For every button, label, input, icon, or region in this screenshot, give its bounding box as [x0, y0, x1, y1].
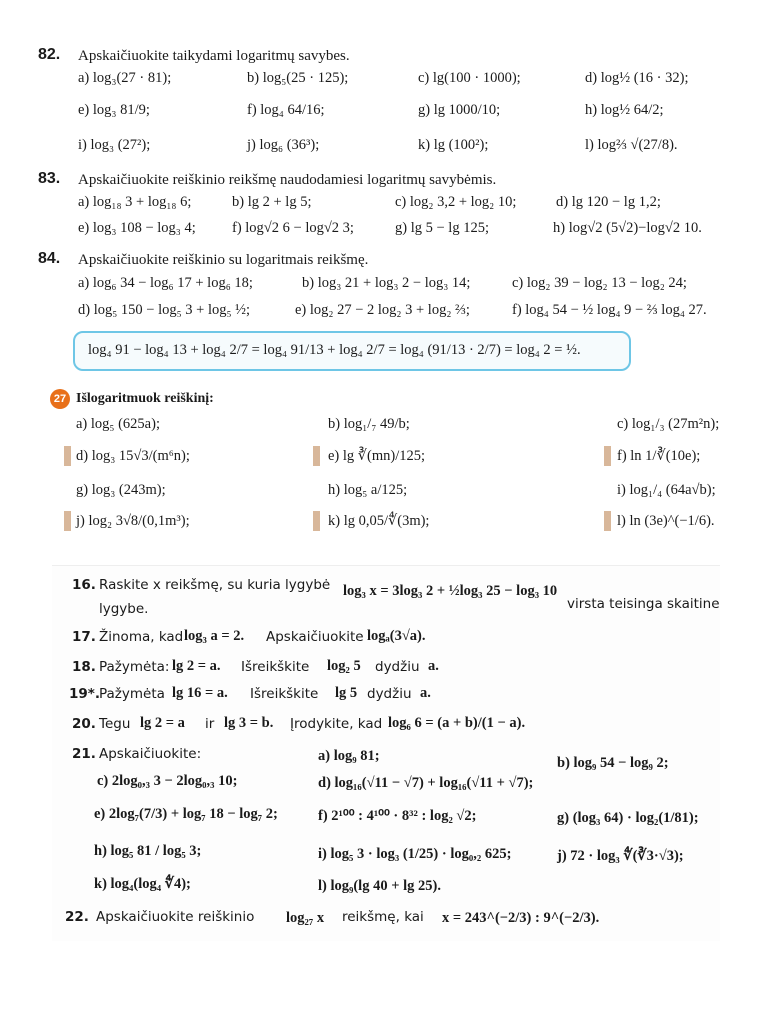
task-21-item-c: c) 2log₀,₃ 3 − 2log₀,₃ 10; — [97, 773, 238, 789]
highlight-bar — [64, 446, 71, 466]
exercise-27-item-d: d) log₃ 15√3/(m⁶n); — [76, 448, 190, 464]
highlight-bar — [604, 511, 611, 531]
problem-83-item-a: a) log₁₈ 3 + log₁₈ 6; — [78, 194, 192, 210]
task-16-number: 16. — [72, 577, 96, 593]
task-16-text: Raskite x reikšmę, su kuria lygybė — [99, 577, 331, 593]
task-21-item-d: d) log₁₆(√11 − √7) + log₁₆(√11 + √7); — [318, 775, 534, 791]
problem-84-item-e: e) log₂ 27 − 2 log₂ 3 + log₂ ⅔; — [295, 302, 470, 318]
task-19-text: Pažymėta — [99, 686, 165, 702]
task-18-number: 18. — [72, 659, 96, 675]
exercise-27-item-l: l) ln (3e)^(−1/6). — [617, 513, 715, 529]
task-20-text-3: Įrodykite, kad — [290, 716, 383, 732]
exercise-27-heading: Išlogaritmuok reiškinį: — [76, 391, 214, 406]
problem-82-item-a: a) log₃(27 · 81); — [78, 70, 172, 86]
task-20-math-3: log₆ 6 = (a + b)/(1 − a). — [388, 715, 526, 731]
task-19-text-2: Išreikškite — [250, 686, 319, 702]
exercise-27-item-f: f) ln 1/∛(10e); — [617, 448, 701, 464]
problem-83-item-g: g) lg 5 − lg 125; — [395, 220, 489, 236]
problem-84-item-b: b) log₃ 21 + log₃ 2 − log₃ 14; — [302, 275, 471, 291]
problem-84-heading: Apskaičiuokite reiškinio su logaritmais reikšmę. — [78, 252, 369, 268]
task-21-item-l: l) log₉(lg 40 + lg 25). — [318, 878, 441, 894]
problem-83-item-c: c) log₂ 3,2 + log₂ 10; — [395, 194, 517, 210]
task-16-equation: log₃ x = 3log₃ 2 + ½log₃ 25 − log₃ 10 — [343, 583, 558, 599]
problem-84-item-f: f) log₄ 54 − ½ log₄ 9 − ⅔ log₄ 27. — [512, 302, 707, 318]
exercise-27-item-j: j) log₂ 3√8/(0,1m³); — [76, 513, 190, 529]
problem-83-heading: Apskaičiuokite reiškinio reikšmę naudodamiesi logaritmų savybėmis. — [78, 172, 497, 188]
problem-82-item-b: b) log₅(25 · 125); — [247, 70, 349, 86]
task-18-math-1: lg 2 = a. — [172, 658, 221, 674]
highlight-bar — [313, 446, 320, 466]
task-21-item-f: f) 2¹⁰⁰ : 4¹⁰⁰ · 8³² : log₂ √2; — [318, 808, 477, 824]
exercise-27-item-k: k) lg 0,05/∜(3m); — [328, 513, 430, 529]
problem-82-item-f: f) log₄ 64/16; — [247, 102, 325, 118]
example-box-text: log₄ 91 − log₄ 13 + log₄ 2/7 = log₄ 91/13 + log₄ 2/7 = log₄ (91/13 · 2/7) = log₄ 2 = ½. — [88, 342, 581, 358]
task-20-math-2: lg 3 = b. — [224, 715, 274, 731]
problem-82-item-g: g) lg 1000/10; — [418, 102, 501, 118]
task-19-number: 19*. — [69, 686, 100, 702]
problem-82-item-c: c) lg(100 · 1000); — [418, 70, 521, 86]
highlight-bar — [604, 446, 611, 466]
exercise-27-item-b: b) log₁/₇ 49/b; — [328, 416, 410, 432]
problem-84-item-a: a) log₆ 34 − log₆ 17 + log₆ 18; — [78, 275, 253, 291]
task-22-text: Apskaičiuokite reiškinio — [96, 909, 255, 925]
task-20-text-2: ir — [205, 716, 215, 732]
problem-83-item-d: d) lg 120 − lg 1,2; — [556, 194, 661, 210]
task-21-item-e: e) 2log₇(7/3) + log₇ 18 − log₇ 2; — [94, 806, 278, 822]
problem-82-item-j: j) log₆ (36³); — [247, 137, 320, 153]
task-21-item-i: i) log₅ 3 · log₃ (1/25) · log₀,₂ 625; — [318, 846, 512, 862]
task-20-math-1: lg 2 = a — [140, 715, 185, 731]
exercise-27-item-c: c) log₁/₃ (27m²n); — [617, 416, 720, 432]
task-22-text-2: reikšmę, kai — [342, 909, 424, 925]
task-21-item-h: h) log₅ 81 / log₅ 3; — [94, 843, 202, 859]
task-21-number: 21. — [72, 746, 96, 762]
exercise-27-item-h: h) log₅ a/125; — [328, 482, 408, 498]
problem-83-item-h: h) log√2 (5√2)−log√2 10. — [553, 220, 702, 236]
task-19-math-3: a. — [420, 685, 431, 701]
exercise-27-item-i: i) log₁/₄ (64a√b); — [617, 482, 716, 498]
problem-82-item-k: k) lg (100²); — [418, 137, 489, 153]
task-21-text: Apskaičiuokite: — [99, 746, 202, 762]
highlight-bar — [64, 511, 71, 531]
exercise-27-item-g: g) log₃ (243m); — [76, 482, 166, 498]
task-17-text-2: Apskaičiuokite — [266, 629, 364, 645]
problem-83-number: 83. — [38, 170, 61, 187]
task-21-item-j: j) 72 · log₃ ∜(∛3·√3); — [557, 848, 684, 864]
task-21-item-k: k) log₄(log₄ ∜4); — [94, 876, 191, 892]
task-17-math-2: logₐ(3√a). — [367, 628, 426, 644]
task-19-math-2: lg 5 — [335, 685, 358, 701]
problem-83-item-b: b) lg 2 + lg 5; — [232, 194, 312, 210]
problem-82-item-i: i) log₃ (27²); — [78, 137, 151, 153]
task-18-text: Pažymėta: — [99, 659, 170, 675]
task-20-text: Tegu — [99, 716, 131, 732]
task-22-math-1: log₂₇ x — [286, 910, 325, 926]
task-21-item-g: g) (log₃ 64) · log₂(1/81); — [557, 810, 699, 826]
problem-83-item-f: f) log√2 6 − log√2 3; — [232, 220, 354, 236]
problem-82-number: 82. — [38, 46, 61, 63]
problem-84-number: 84. — [38, 250, 61, 267]
problem-82-heading: Apskaičiuokite taikydami logaritmų savybes. — [78, 48, 350, 64]
task-17-text: Žinoma, kad — [99, 629, 184, 645]
task-21-item-b: b) log₉ 54 − log₉ 2; — [557, 755, 669, 771]
problem-84-item-c: c) log₂ 39 − log₂ 13 − log₂ 24; — [512, 275, 687, 291]
problem-83-item-e: e) log₃ 108 − log₃ 4; — [78, 220, 196, 236]
problem-82-item-e: e) log₃ 81/9; — [78, 102, 150, 118]
task-16-text-cont: virsta teisinga skaitine — [567, 596, 720, 612]
task-19-math-1: lg 16 = a. — [172, 685, 228, 701]
task-18-math-3: a. — [428, 658, 439, 674]
task-18-text-2: Išreikškite — [241, 659, 310, 675]
exercise-27-item-a: a) log₅ (625a); — [76, 416, 160, 432]
task-18-math-2: log₂ 5 — [327, 658, 361, 674]
task-20-number: 20. — [72, 716, 96, 732]
task-22-math-2: x = 243^(−2/3) : 9^(−2/3). — [442, 910, 600, 926]
exercise-27-badge: 27 — [50, 389, 70, 409]
task-17-number: 17. — [72, 629, 96, 645]
task-19-text-3: dydžiu — [367, 686, 412, 702]
task-17-math-1: log₃ a = 2. — [184, 628, 245, 644]
problem-82-item-d: d) log½ (16 · 32); — [585, 70, 689, 86]
task-16-text-end: lygybe. — [99, 601, 149, 617]
problem-82-item-h: h) log½ 64/2; — [585, 102, 664, 118]
problem-84-item-d: d) log₅ 150 − log₅ 3 + log₅ ½; — [78, 302, 251, 318]
highlight-bar — [313, 511, 320, 531]
task-22-number: 22. — [65, 909, 89, 925]
task-21-item-a: a) log₉ 81; — [318, 748, 380, 764]
exercise-27-item-e: e) lg ∛(mn)/125; — [328, 448, 426, 464]
task-18-text-3: dydžiu — [375, 659, 420, 675]
problem-82-item-l: l) log⅔ √(27/8). — [585, 137, 678, 153]
